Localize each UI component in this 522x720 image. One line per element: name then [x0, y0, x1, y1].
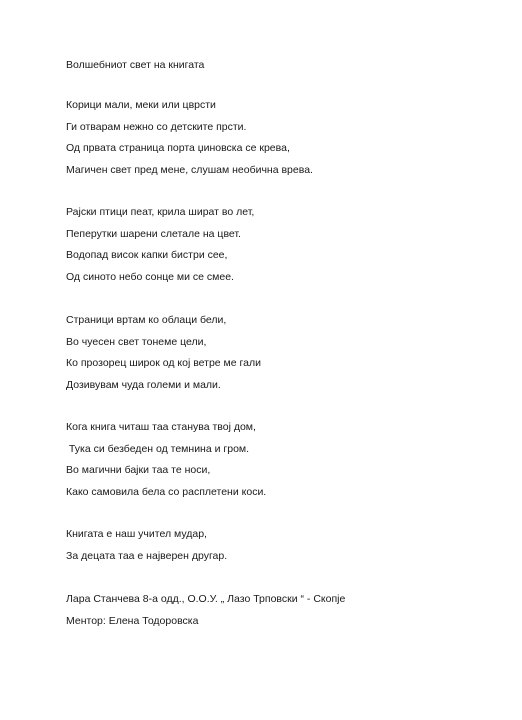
poem-line: Во чуесен свет тонеме цели,: [66, 335, 207, 348]
poem-line: Во магични бајки таа те носи,: [66, 464, 211, 476]
stanza-2: [66, 205, 254, 291]
poem-line: Како самовила бела со расплетени коси.: [66, 485, 267, 498]
poem-line: Ги отварам нежно со детските прсти.: [66, 120, 247, 133]
stanza-1: [66, 98, 313, 184]
author-line: Лара Станчева 8-а одд., О.О.У. „ Лазо Трповски “ - Скопје: [66, 593, 346, 605]
mentor-line: Ментор: Елена Тодоровска: [66, 614, 199, 627]
stanza-5: [66, 527, 227, 570]
poem-line: Од првата страница порта џиновска се крева,: [66, 142, 290, 154]
stanza-3: [66, 313, 261, 399]
poem-line: Корици мали, меки или цврсти: [66, 99, 216, 111]
poem-line: Од синото небо сонце ми се смее.: [66, 270, 234, 283]
poem-line: Тука си безбеден од темнина и гром.: [66, 442, 250, 455]
poem-title: Волшебниот свет на книгата: [66, 59, 205, 71]
poem-line: Книгата е наш учител мудар,: [66, 528, 207, 540]
poem-line: Страници вртам ко облаци бели,: [66, 314, 227, 326]
poem-line: Дозивувам чуда големи и мали.: [66, 378, 221, 391]
author-credit: [66, 592, 345, 635]
poem-line: Ко прозорец широк од кој ветре ме гали: [66, 357, 261, 369]
stanza-4: [66, 420, 266, 506]
poem-line: Магичен свет пред мене, слушам необична врева.: [66, 163, 313, 176]
poem-line: Водопад висок капки бистри сее,: [66, 249, 228, 261]
poem-line: За децата таа е најверен другар.: [66, 549, 228, 562]
poem-line: Рајски птици пеат, крила шират во лет,: [66, 206, 255, 218]
poem-line: Пеперутки шарени слетале на цвет.: [66, 227, 241, 240]
poem-line: Кога книга читаш таа станува твој дом,: [66, 421, 256, 433]
